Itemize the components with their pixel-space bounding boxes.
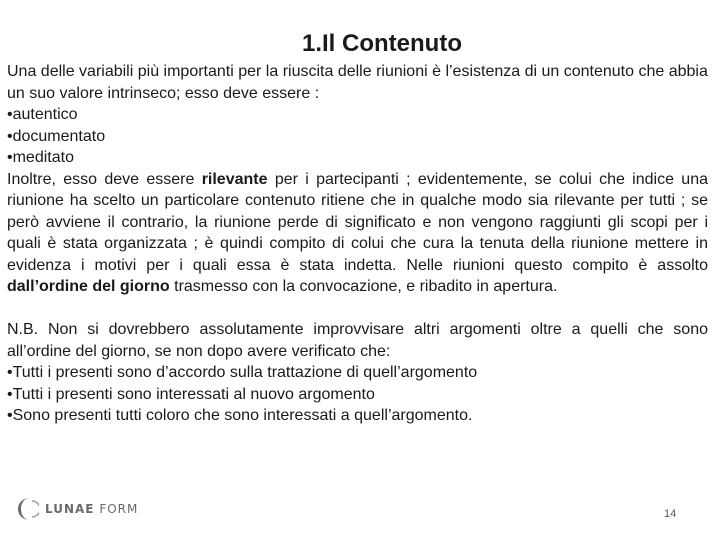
slide-title: 1.Il Contenuto [302,30,462,57]
relevance-bold-term: rilevante [201,170,268,188]
page-number: 14 [664,508,677,520]
agenda-bold-term: dall’ordine del giorno [7,278,170,295]
lunae-form-logo [13,496,138,522]
quality-item: •meditato [7,149,74,166]
relevance-text-3: trasmesso con la convocazione, e ribadito in apertura. [169,278,558,295]
logo-text [45,502,138,516]
logo-text-light: FORM [94,502,139,516]
relevance-text-2: per i partecipanti ; evidentemente, se colui che indice una riunione ha scelto un particolare contenuto ritiene che in qualche modo sia rilevante per tutti ; se però avviene il contrario, la riunione perde di significato e non vengono raggiunti gli scopi per i quali è stata organizzata ; è quindi compito di colui che cura la tenuta della riunione mettere in evidenza i motivi per i quali essa è stata indetta. Nelle riunioni questo compito è assolto [7,170,708,274]
condition-item: •Tutti i presenti sono d’accordo sulla trattazione di quell’argomento [7,364,478,381]
relevance-paragraph [7,169,708,298]
condition-item: •Sono presenti tutti coloro che sono interessati a quell’argomento. [7,407,473,424]
lunar-crescent-icon [13,496,39,522]
slide-body [7,61,708,427]
logo-text-bold: LUNAE [45,502,95,516]
quality-item: •autentico [7,106,78,123]
paragraph-gap [7,298,708,320]
intro-paragraph: Una delle variabili più importanti per la riuscita delle riunioni è l’esistenza di un contenuto che abbia un suo valore intrinseco; esso deve essere : [7,63,708,102]
condition-item: •Tutti i presenti sono interessati al nuovo argomento [7,385,375,403]
relevance-text-1: Inoltre, esso deve essere [7,170,202,188]
quality-item: •documentato [7,127,106,145]
nb-paragraph: N.B. Non si dovrebbero assolutamente improvvisare altri argomenti oltre a quelli che sono all’ordine del giorno, se non dopo avere verificato che: [7,321,708,360]
